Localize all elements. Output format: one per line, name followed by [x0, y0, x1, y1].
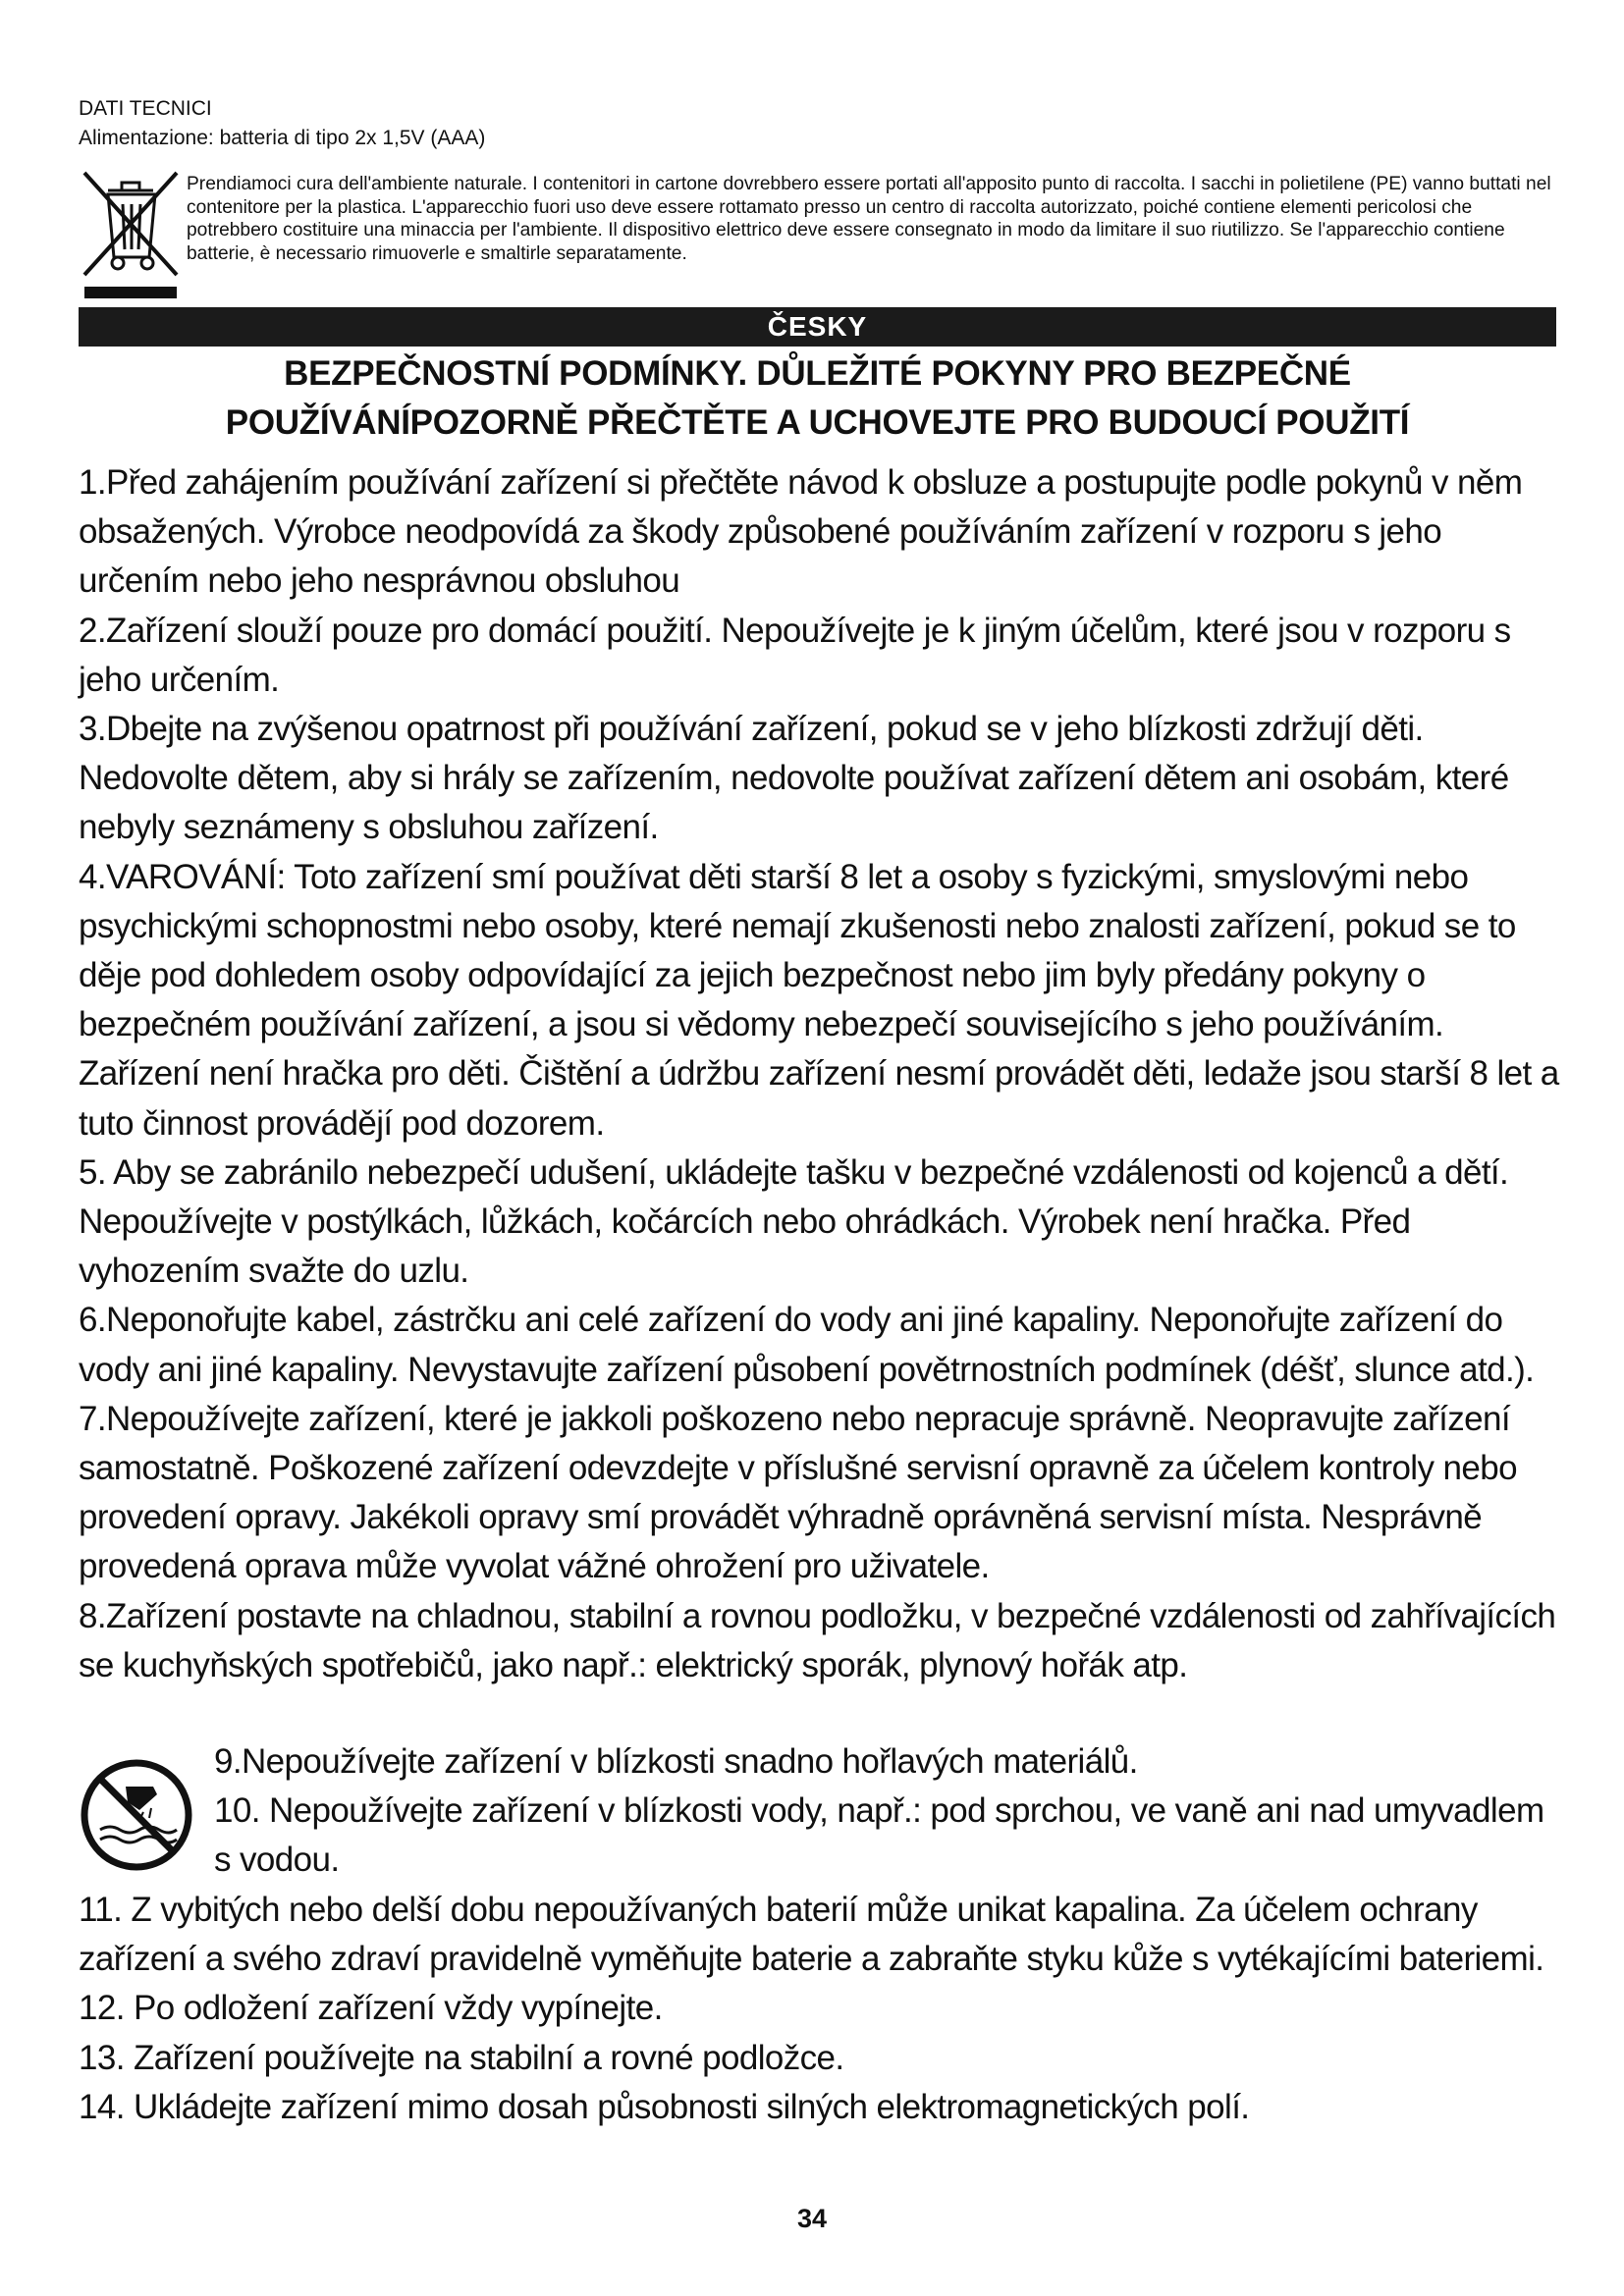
safety-title-line-1: BEZPEČNOSTNÍ PODMÍNKY. DŮLEŽITÉ POKYNY PRO BEZPEČNÉ: [284, 354, 1351, 393]
instruction-8: 8.Zařízení postavte na chladnou, stabilní a rovnou podložku, v bezpečné vzdálenosti od zahřívajících se kuchyňských spotřebičů, jako např.: elektrický sporák, plynový hořák atp.: [79, 1596, 1556, 1684]
power-supply-line: Alimentazione: batteria di tipo 2x 1,5V (AAA): [79, 127, 486, 149]
instruction-10: 10. Nepoužívejte zařízení v blízkosti vody, např.: pod sprchou, ve vaně ani nad umyvadlem s vodou.: [214, 1791, 1544, 1880]
instructions-list-bottom: [79, 1886, 1566, 2132]
language-section-bar: ČESKY: [79, 307, 1556, 347]
instructions-list-icon: [214, 1737, 1569, 1886]
instruction-6: 6.Neponořujte kabel, zástrčku ani celé zařízení do vody ani jiné kapaliny. Neponořujte zařízení do vody ani jiné kapaliny. Nevystavujte zařízení působení povětrnostních podmínek (déšť, slunce atd.).: [79, 1301, 1535, 1389]
instruction-7: 7.Nepoužívejte zařízení, které je jakkoli poškozeno nebo nepracuje správně. Neopravujte zařízení samostatně. Poškozené zařízení odevzdejte v příslušné servisní opravně za účelem kontroly nebo provedení opravy. Jakékoli opravy smí provádět výhradně oprávněná servisní místa. Nesprávně provedená oprava může vyvolat vážné ohrožení pro uživatele.: [79, 1399, 1517, 1586]
instruction-2: 2.Zařízení slouží pouze pro domácí použití. Nepoužívejte je k jiným účelům, které jsou v rozporu s jeho určením.: [79, 611, 1511, 699]
safety-title-line-2: POUŽÍVÁNÍPOZORNĚ PŘEČTĚTE A UCHOVEJTE PRO BUDOUCÍ POUŽITÍ: [225, 403, 1410, 442]
instruction-14: 14. Ukládejte zařízení mimo dosah působnosti silných elektromagnetických polí.: [79, 2087, 1250, 2126]
instruction-11: 11. Z vybitých nebo delší dobu nepoužívaných baterií může unikat kapalina. Za účelem ochrany zařízení a svého zdraví pravidelně vyměňujte baterie a zabraňte styku kůže s vytékajícími bateriemi.: [79, 1891, 1544, 1979]
instruction-9: 9.Nepoužívejte zařízení v blízkosti snadno hořlavých materiálů.: [214, 1742, 1138, 1781]
instruction-3: 3.Dbejte na zvýšenou opatrnost při používání zařízení, pokud se v jeho blízkosti zdržují děti. Nedovolte dětem, aby si hrály se zařízením, nedovolte používat zařízení dětem ani osobám, které nebyly seznámeny s obsluhou zařízení.: [79, 710, 1509, 847]
instruction-12: 12. Po odložení zařízení vždy vypínejte.: [79, 1989, 663, 2028]
instruction-5: 5. Aby se zabránilo nebezpečí udušení, ukládejte tašku v bezpečné vzdálenosti od kojenců a dětí. Nepoužívejte v postýlkách, lůžkách, kočárcích nebo ohrádkách. Výrobek není hračka. Před vyhozením svažte do uzlu.: [79, 1152, 1509, 1291]
instruction-4: 4.VAROVÁNÍ: Toto zařízení smí používat děti starší 8 let a osoby s fyzickými, smyslovými nebo psychickými schopnostmi nebo osoby, které nemají zkušenosti nebo znalosti zařízení, pokud se to děje pod dohledem osoby odpovídající za jejich bezpečnost nebo jim byly předány pokyny o bezpečném používání zařízení, a jsou si vědomy nebezpečí souvisejícího s jeho používáním. Zařízení není hračka pro děti. Čištění a údržbu zařízení nesmí provádět děti, ledaže jsou starší 8 let a tuto činnost provádějí pod dozorem.: [79, 857, 1559, 1143]
instructions-list-top: [79, 458, 1566, 1690]
tech-data-heading: DATI TECNICI: [79, 97, 212, 120]
page-number: 34: [796, 2204, 828, 2233]
instruction-1: 1.Před zahájením používání zařízení si přečtěte návod k obsluze a postupujte podle pokynů v něm obsažených. Výrobce neodpovídá za škody způsobené používáním zařízení v rozporu s jeho určením nebo jeho nesprávnou obsluhou: [79, 463, 1523, 601]
instruction-13: 13. Zařízení používejte na stabilní a rovné podložce.: [79, 2038, 844, 2077]
environment-notice: Prendiamoci cura dell'ambiente naturale. I contenitori in cartone dovrebbero essere portati all'apposito punto di raccolta. I sacchi in polietilene (PE) vanno buttati nel contenitore per la plastica. L'apparecchio fuori uso deve essere rottamato presso un centro di raccolta autorizzato, poiché contiene elementi pericolosi che potrebbero costituire una minaccia per l'ambiente. Il dispositivo elettrico deve essere consegnato in modo da limitare il suo riutilizzo. Se l'apparecchio contiene batterie, è necessario rimuoverle e smaltirle separatamente.: [187, 174, 1551, 264]
crossed-bin-icon: [79, 167, 183, 300]
safety-title: [79, 349, 1556, 448]
no-water-icon: [79, 1757, 194, 1873]
